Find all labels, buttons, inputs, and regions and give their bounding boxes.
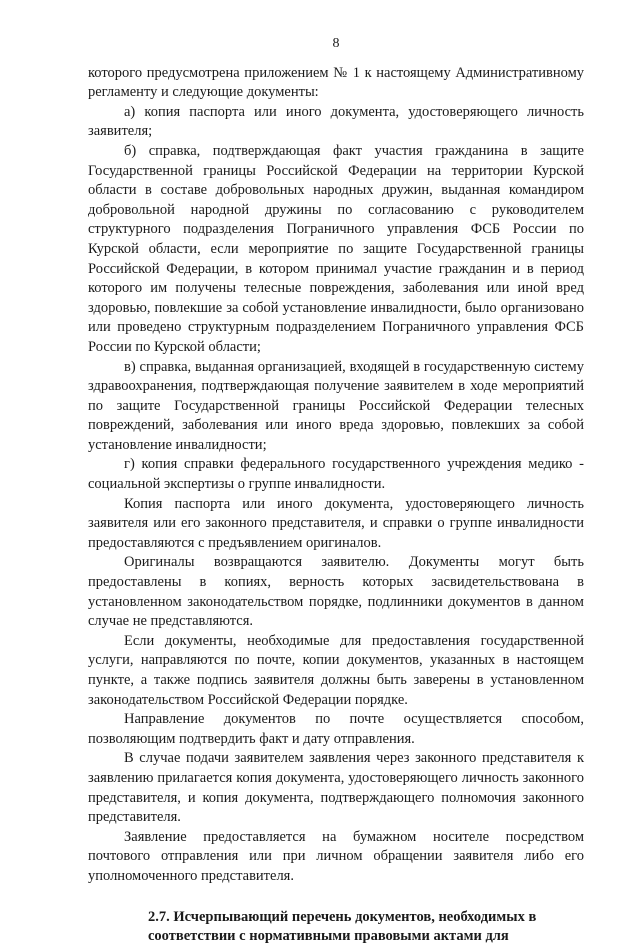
paragraph-item-a: а) копия паспорта или иного документа, удостоверяющего личность заявителя; — [88, 103, 584, 140]
paragraph-by-mail: Если документы, необходимые для предоставления государственной услуги, направляются по почте, копии документов, указанных в настоящем пункте, а также подпись заявителя должны быть заверены в установленном законодательством Российской Федерации порядке. — [88, 632, 584, 708]
paragraph-originals: Оригиналы возвращаются заявителю. Документы могут быть предоставлены в копиях, верность которых засвидетельствована в установленном законодательством порядке, подлинники документов в данном случае не представляются. — [88, 554, 584, 630]
paragraph-legal-representative: В случае подачи заявителем заявления через законного представителя к заявлению прилагается копия документа, удостоверяющего личность законного представителя, и копия документа, подтверждающего полномочия законного представителя. — [88, 750, 584, 826]
paragraph-mailing-method: Направление документов по почте осуществляется способом, позволяющим подтвердить факт и дату отправления. — [88, 711, 584, 747]
paragraph-intro-continuation: которого предусмотрена приложением № 1 к настоящему Административному регламенту и следующие документы: — [88, 64, 584, 101]
paragraph-passport-copy: Копия паспорта или иного документа, удостоверяющего личность заявителя или его законного представителя, и справки о группе инвалидности предоставляются с предъявлением оригиналов. — [88, 495, 584, 551]
section-heading: 2.7. Исчерпывающий перечень документов, необходимых в соответствии с нормативными правовыми актами для — [148, 908, 537, 944]
page-number: 8 — [332, 36, 340, 51]
paragraph-item-g: г) копия справки федерального государственного учреждения медико - социальной экспертизы о группе инвалидности. — [88, 456, 584, 493]
paragraph-item-v: в) справка, выданная организацией, входящей в государственную систему здравоохранения, подтверждающая получение заявителем в ходе мероприятий по защите Государственной границы Российской Федерации телесных повреждений, заболевания или иного вреда здоровью, повлекших за собой установление инвалидности; — [88, 358, 584, 453]
paragraph-item-b: б) справка, подтверждающая факт участия гражданина в защите Государственной границы Российской Федерации на территории Курской области в составе добровольных народных дружин, выданная командиром добровольной народной дружины по согласованию с руководителем структурного подразделения Пограничного управления ФСБ России по Курской области, если мероприятие по защите Государственной границы Российской Федерации, в котором принимал участие гражданин и в период которого им получены телесные повреждения, заболевания или иной вред здоровью, повлекшие за собой установление инвалидности, было организовано или проведено структурным подразделением Пограничного управления ФСБ России по Курской области; — [88, 142, 584, 355]
paragraph-submission: Заявление предоставляется на бумажном носителе посредством почтового отправления или при личном обращении заявителя либо его уполномоченного представителя. — [88, 828, 584, 884]
document-page — [88, 34, 584, 946]
